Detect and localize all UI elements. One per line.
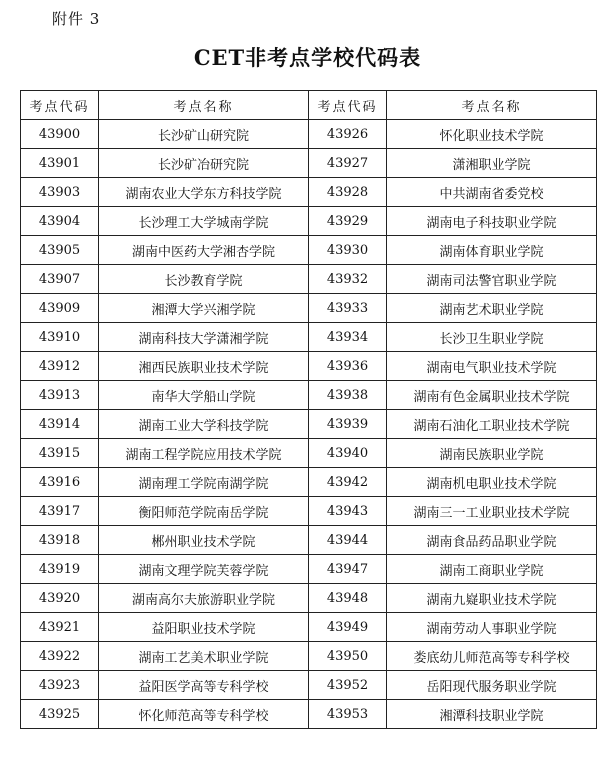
cell-name-left: 湖南农业大学东方科技学院: [99, 178, 309, 207]
header-code-left: 考点代码: [21, 91, 99, 120]
cell-code-left: 43909: [21, 294, 99, 323]
table-row: [21, 352, 597, 381]
cell-code-right: 43927: [309, 149, 387, 178]
table-row: [21, 120, 597, 149]
table-row: [21, 642, 597, 671]
cell-name-right: 湘潭科技职业学院: [387, 700, 597, 729]
table-body: [21, 120, 597, 729]
table-row: [21, 584, 597, 613]
cell-name-left: 湖南中医药大学湘杏学院: [99, 236, 309, 265]
table-row: [21, 700, 597, 729]
cell-code-right: 43947: [309, 555, 387, 584]
cell-code-right: 43932: [309, 265, 387, 294]
cell-code-right: 43926: [309, 120, 387, 149]
table-row: [21, 207, 597, 236]
table-header: [21, 91, 597, 120]
cell-name-right: 岳阳现代服务职业学院: [387, 671, 597, 700]
cell-code-left: 43920: [21, 584, 99, 613]
cell-code-left: 43919: [21, 555, 99, 584]
cell-code-right: 43938: [309, 381, 387, 410]
cell-name-right: 湖南劳动人事职业学院: [387, 613, 597, 642]
table-row: [21, 410, 597, 439]
cell-code-left: 43913: [21, 381, 99, 410]
cell-name-right: 娄底幼儿师范高等专科学校: [387, 642, 597, 671]
cell-code-right: 43953: [309, 700, 387, 729]
table-row: [21, 294, 597, 323]
cell-code-right: 43948: [309, 584, 387, 613]
cell-code-left: 43915: [21, 439, 99, 468]
cell-code-left: 43912: [21, 352, 99, 381]
cell-code-left: 43905: [21, 236, 99, 265]
cell-name-left: 长沙教育学院: [99, 265, 309, 294]
cell-code-left: 43907: [21, 265, 99, 294]
cell-name-left: 长沙矿冶研究院: [99, 149, 309, 178]
cell-name-left: 湘西民族职业技术学院: [99, 352, 309, 381]
cell-name-left: 南华大学船山学院: [99, 381, 309, 410]
cell-name-left: 衡阳师范学院南岳学院: [99, 497, 309, 526]
cell-code-left: 43917: [21, 497, 99, 526]
table-row: [21, 149, 597, 178]
table-row: [21, 236, 597, 265]
cell-code-right: 43943: [309, 497, 387, 526]
cell-name-right: 中共湖南省委党校: [387, 178, 597, 207]
cell-name-right: 湖南司法警官职业学院: [387, 265, 597, 294]
header-name-left: 考点名称: [99, 91, 309, 120]
cell-name-right: 湖南机电职业技术学院: [387, 468, 597, 497]
cell-name-left: 湖南理工学院南湖学院: [99, 468, 309, 497]
cell-code-right: 43939: [309, 410, 387, 439]
header-name-right: 考点名称: [387, 91, 597, 120]
table-row: [21, 178, 597, 207]
table-row: [21, 381, 597, 410]
cell-name-right: 湖南工商职业学院: [387, 555, 597, 584]
cell-name-left: 益阳职业技术学院: [99, 613, 309, 642]
cell-name-left: 益阳医学高等专科学校: [99, 671, 309, 700]
cell-code-right: 43929: [309, 207, 387, 236]
table-row: [21, 613, 597, 642]
cell-code-right: 43940: [309, 439, 387, 468]
cell-name-left: 怀化师范高等专科学校: [99, 700, 309, 729]
table-row: [21, 555, 597, 584]
school-code-table: [20, 90, 597, 729]
cell-name-right: 湖南艺术职业学院: [387, 294, 597, 323]
cell-name-left: 湘潭大学兴湘学院: [99, 294, 309, 323]
cell-code-right: 43930: [309, 236, 387, 265]
cell-code-left: 43914: [21, 410, 99, 439]
cell-code-right: 43934: [309, 323, 387, 352]
attachment-label: 附件 3: [52, 10, 101, 28]
table-row: [21, 265, 597, 294]
cell-name-left: 长沙理工大学城南学院: [99, 207, 309, 236]
cell-code-right: 43952: [309, 671, 387, 700]
cell-code-right: 43944: [309, 526, 387, 555]
header-code-right: 考点代码: [309, 91, 387, 120]
cell-code-left: 43922: [21, 642, 99, 671]
cell-name-right: 湖南民族职业学院: [387, 439, 597, 468]
cell-name-left: 长沙矿山研究院: [99, 120, 309, 149]
cell-code-right: 43942: [309, 468, 387, 497]
cell-name-right: 怀化职业技术学院: [387, 120, 597, 149]
cell-code-right: 43936: [309, 352, 387, 381]
cell-name-left: 湖南科技大学潇湘学院: [99, 323, 309, 352]
cell-code-right: 43950: [309, 642, 387, 671]
cell-name-right: 湖南三一工业职业技术学院: [387, 497, 597, 526]
cell-name-right: 湖南电气职业技术学院: [387, 352, 597, 381]
cell-code-left: 43925: [21, 700, 99, 729]
cell-name-left: 湖南工业大学科技学院: [99, 410, 309, 439]
cell-code-left: 43903: [21, 178, 99, 207]
cell-code-left: 43904: [21, 207, 99, 236]
table-row: [21, 439, 597, 468]
cell-name-right: 湖南体育职业学院: [387, 236, 597, 265]
cell-code-left: 43923: [21, 671, 99, 700]
cell-code-right: 43949: [309, 613, 387, 642]
table-row: [21, 323, 597, 352]
cell-name-left: 郴州职业技术学院: [99, 526, 309, 555]
cell-code-left: 43901: [21, 149, 99, 178]
cell-name-left: 湖南文理学院芙蓉学院: [99, 555, 309, 584]
cell-code-right: 43928: [309, 178, 387, 207]
cell-code-left: 43921: [21, 613, 99, 642]
cell-name-right: 长沙卫生职业学院: [387, 323, 597, 352]
cell-name-right: 湖南石油化工职业技术学院: [387, 410, 597, 439]
cell-name-right: 湖南食品药品职业学院: [387, 526, 597, 555]
table-row: [21, 526, 597, 555]
cell-code-left: 43900: [21, 120, 99, 149]
cell-name-left: 湖南工程学院应用技术学院: [99, 439, 309, 468]
cell-name-right: 湖南有色金属职业技术学院: [387, 381, 597, 410]
table-row: [21, 671, 597, 700]
cell-code-right: 43933: [309, 294, 387, 323]
cell-name-left: 湖南高尔夫旅游职业学院: [99, 584, 309, 613]
cell-name-right: 湖南电子科技职业学院: [387, 207, 597, 236]
page-title: CET非考点学校代码表: [193, 45, 422, 70]
table-row: [21, 468, 597, 497]
cell-code-left: 43918: [21, 526, 99, 555]
cell-name-right: 潇湘职业学院: [387, 149, 597, 178]
header-row: [21, 91, 597, 120]
cell-code-left: 43916: [21, 468, 99, 497]
cell-name-right: 湖南九嶷职业技术学院: [387, 584, 597, 613]
cell-code-left: 43910: [21, 323, 99, 352]
cell-name-left: 湖南工艺美术职业学院: [99, 642, 309, 671]
table-row: [21, 497, 597, 526]
